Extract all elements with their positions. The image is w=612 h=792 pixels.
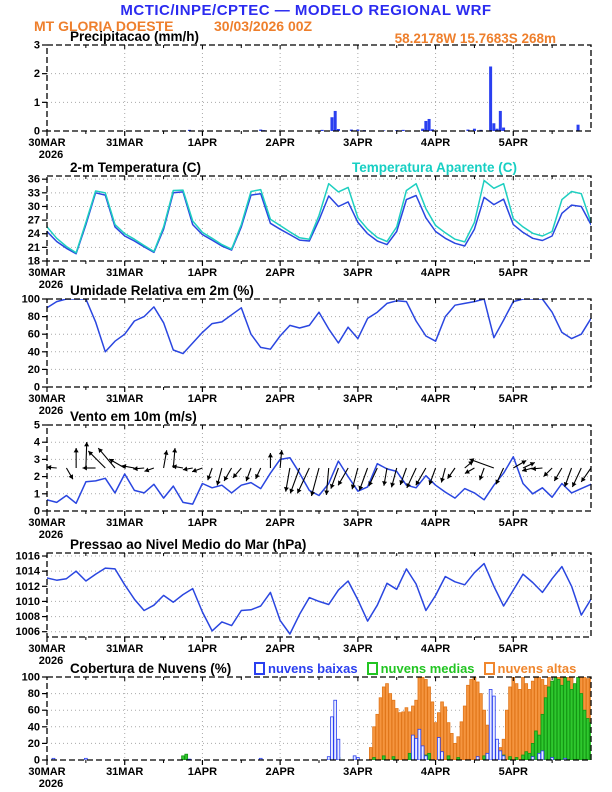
- svg-text:1014: 1014: [15, 565, 40, 578]
- svg-text:30MAR: 30MAR: [28, 643, 66, 655]
- svg-text:2026: 2026: [38, 529, 64, 541]
- svg-text:30MAR: 30MAR: [28, 267, 66, 279]
- svg-text:27: 27: [27, 214, 40, 227]
- svg-text:3: 3: [33, 39, 40, 52]
- svg-text:1: 1: [33, 96, 40, 109]
- svg-text:3: 3: [33, 453, 40, 466]
- run-datetime: 30/03/2026 00Z: [214, 18, 313, 34]
- svg-text:2APR: 2APR: [265, 766, 295, 778]
- temperature-2m-content: [47, 181, 591, 254]
- station-name: MT GLORIA DOESTE: [34, 18, 174, 34]
- svg-text:21: 21: [27, 241, 40, 254]
- svg-text:1016: 1016: [15, 550, 40, 563]
- cloud-cover-panel: [22, 672, 593, 791]
- svg-text:1APR: 1APR: [187, 766, 218, 778]
- svg-text:24: 24: [27, 228, 40, 241]
- svg-text:60: 60: [27, 328, 40, 341]
- svg-text:2APR: 2APR: [265, 267, 295, 279]
- svg-text:31MAR: 31MAR: [106, 517, 144, 529]
- panel-title-pressure: Pressao ao Nivel Medio do Mar (hPa): [70, 537, 307, 552]
- svg-text:0: 0: [33, 381, 40, 394]
- legend-label: nuvens baixas: [268, 661, 358, 676]
- mslp-content: [47, 564, 591, 634]
- svg-text:3APR: 3APR: [343, 517, 373, 529]
- svg-text:5APR: 5APR: [498, 137, 528, 149]
- svg-text:5APR: 5APR: [498, 267, 528, 279]
- svg-text:2APR: 2APR: [265, 393, 295, 405]
- panel-title-humidity: Umidade Relativa em 2m (%): [70, 283, 254, 298]
- svg-text:2026: 2026: [38, 149, 64, 161]
- svg-text:4APR: 4APR: [420, 643, 451, 655]
- panel-title-apparent-temperature: Temperatura Aparente (C): [352, 160, 518, 175]
- svg-text:2026: 2026: [38, 655, 64, 667]
- svg-text:31MAR: 31MAR: [106, 766, 144, 778]
- temperature-2m-panel: [28, 174, 591, 291]
- svg-text:4APR: 4APR: [420, 137, 451, 149]
- svg-text:5APR: 5APR: [498, 643, 528, 655]
- svg-text:2: 2: [33, 68, 40, 81]
- svg-text:20: 20: [27, 737, 40, 750]
- svg-text:100: 100: [21, 671, 40, 684]
- svg-text:3APR: 3APR: [343, 766, 373, 778]
- svg-text:31MAR: 31MAR: [106, 137, 144, 149]
- relative-humidity-2m-panel: [22, 294, 591, 418]
- svg-text:36: 36: [27, 173, 40, 186]
- legend-label: nuvens altas: [497, 661, 577, 676]
- precipitation-panel: [28, 40, 591, 162]
- panel-title-wind: Vento em 10m (m/s): [70, 409, 197, 424]
- svg-text:3APR: 3APR: [343, 393, 373, 405]
- svg-text:0: 0: [33, 125, 40, 138]
- svg-text:30MAR: 30MAR: [28, 137, 66, 149]
- svg-text:1APR: 1APR: [187, 643, 218, 655]
- wind-10m-panel: [28, 420, 591, 542]
- svg-text:2APR: 2APR: [265, 643, 295, 655]
- svg-text:1APR: 1APR: [187, 517, 218, 529]
- svg-text:2APR: 2APR: [265, 137, 295, 149]
- panel-title-precipitation: Precipitacao (mm/h): [70, 29, 200, 44]
- svg-text:1006: 1006: [15, 626, 40, 639]
- svg-text:30MAR: 30MAR: [28, 393, 66, 405]
- svg-text:1APR: 1APR: [187, 393, 218, 405]
- svg-text:1012: 1012: [15, 580, 40, 593]
- svg-text:1010: 1010: [15, 595, 40, 608]
- model-title: MCTIC/INPE/CPTEC — MODELO REGIONAL WRF: [120, 2, 492, 19]
- panel-title-temperature: 2-m Temperatura (C): [70, 160, 202, 175]
- svg-text:4APR: 4APR: [420, 393, 451, 405]
- svg-text:1APR: 1APR: [187, 267, 218, 279]
- svg-text:33: 33: [27, 187, 40, 200]
- svg-text:0: 0: [33, 754, 40, 767]
- relative-humidity-2m-content: [47, 299, 591, 354]
- svg-text:1: 1: [33, 488, 40, 501]
- station-coordinates: 58.2178W 15.7683S 268m: [394, 31, 556, 46]
- svg-text:0: 0: [33, 505, 40, 518]
- svg-text:5APR: 5APR: [498, 766, 528, 778]
- svg-text:5APR: 5APR: [498, 393, 528, 405]
- svg-text:2026: 2026: [38, 279, 64, 291]
- svg-text:2: 2: [33, 471, 40, 484]
- svg-text:20: 20: [27, 363, 40, 376]
- svg-text:4: 4: [33, 436, 40, 449]
- svg-text:31MAR: 31MAR: [106, 393, 144, 405]
- svg-text:80: 80: [27, 688, 40, 701]
- svg-text:30MAR: 30MAR: [28, 766, 66, 778]
- svg-text:2APR: 2APR: [265, 517, 295, 529]
- svg-text:30MAR: 30MAR: [28, 517, 66, 529]
- svg-text:3APR: 3APR: [343, 267, 373, 279]
- cloud-cover-content: [52, 677, 592, 760]
- precipitation-content: [188, 67, 580, 132]
- svg-text:30: 30: [27, 200, 40, 213]
- svg-text:31MAR: 31MAR: [106, 267, 144, 279]
- svg-text:1008: 1008: [15, 611, 40, 624]
- svg-text:40: 40: [27, 721, 40, 734]
- svg-text:4APR: 4APR: [420, 267, 451, 279]
- svg-text:2026: 2026: [38, 778, 64, 790]
- svg-text:3APR: 3APR: [343, 137, 373, 149]
- svg-text:3APR: 3APR: [343, 643, 373, 655]
- panel-title-clouds: Cobertura de Nuvens (%): [70, 661, 232, 676]
- wind-10m-content: [33, 442, 591, 504]
- svg-text:5APR: 5APR: [498, 517, 528, 529]
- svg-text:60: 60: [27, 704, 40, 717]
- svg-text:4APR: 4APR: [420, 766, 451, 778]
- svg-text:31MAR: 31MAR: [106, 643, 144, 655]
- svg-text:100: 100: [21, 293, 40, 306]
- svg-text:18: 18: [27, 255, 40, 268]
- mslp-panel: [16, 551, 591, 667]
- svg-text:4APR: 4APR: [420, 517, 451, 529]
- svg-text:2026: 2026: [38, 405, 64, 417]
- svg-text:5: 5: [33, 419, 40, 432]
- legend-label: nuvens medias: [380, 661, 475, 676]
- svg-text:80: 80: [27, 311, 40, 324]
- svg-text:1APR: 1APR: [187, 137, 218, 149]
- svg-text:40: 40: [27, 346, 40, 359]
